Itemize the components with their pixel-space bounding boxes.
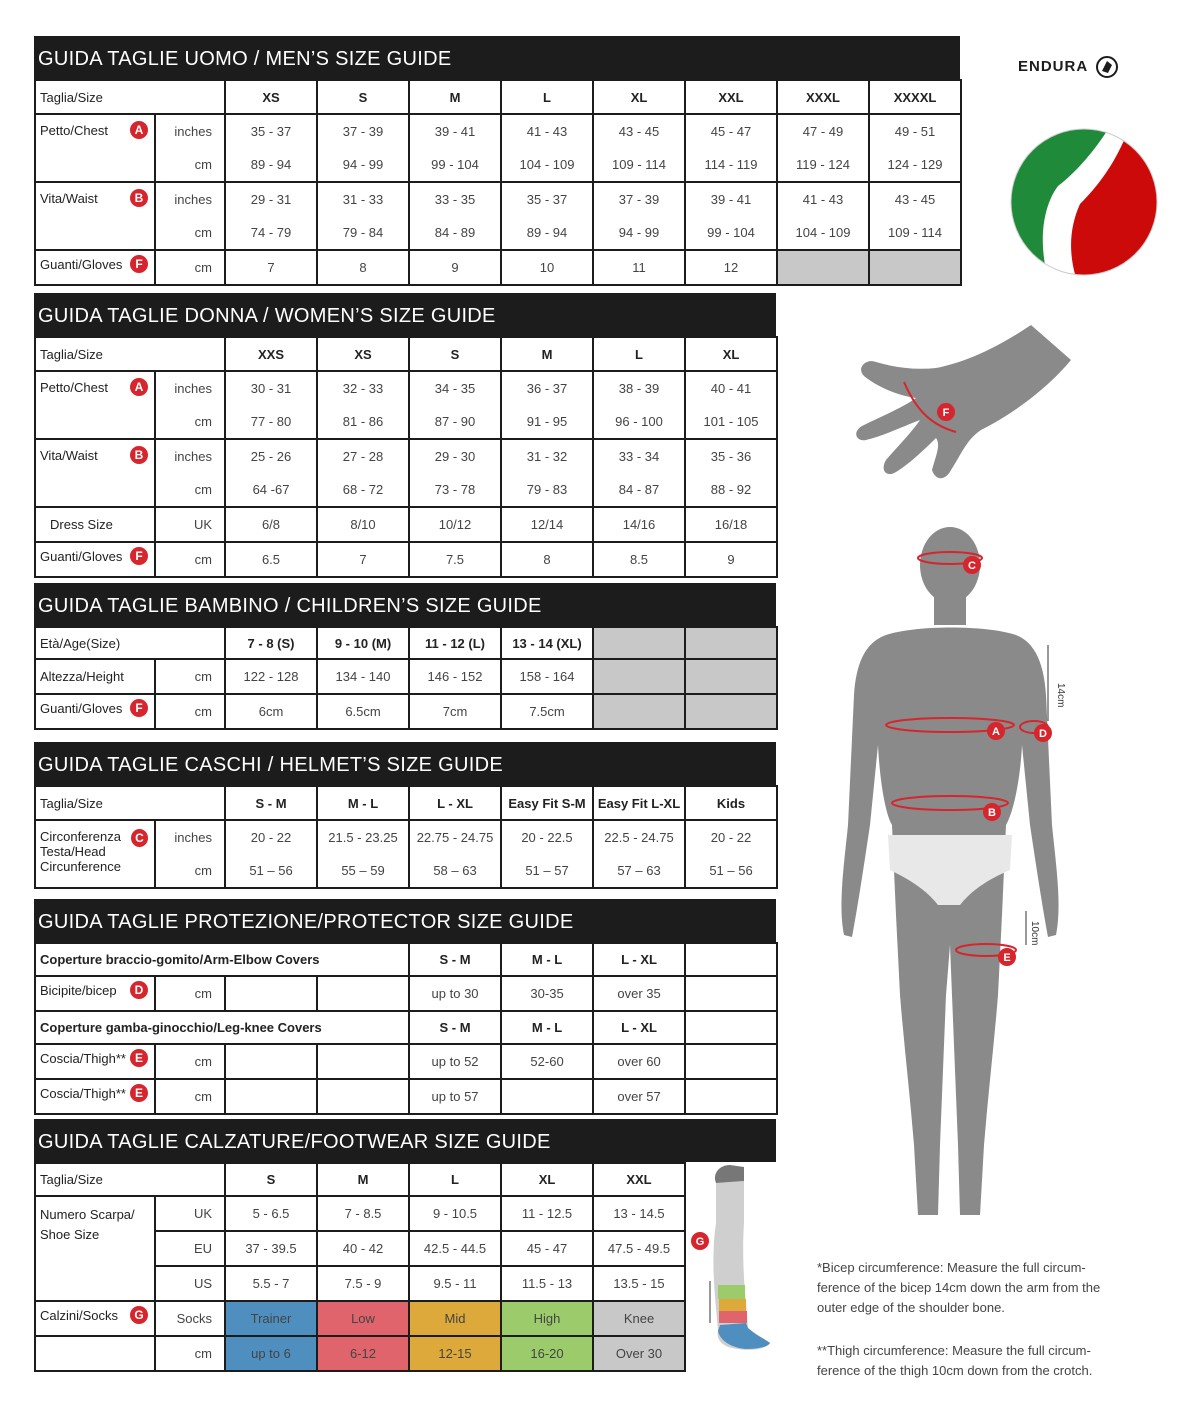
table-cell: 40 - 42 (317, 1231, 409, 1266)
thigh1-label-cell (35, 1044, 155, 1079)
thigh1-label: Coscia/Thigh** (40, 1050, 126, 1066)
table-cell: 25 - 26 64 -67 (225, 439, 317, 507)
helmet-size-easyfit-sm: Easy Fit S-M (501, 786, 593, 820)
women-size-xs: XS (317, 337, 409, 371)
empty-cell (869, 250, 961, 285)
table-cell: 134 - 140 (317, 659, 409, 694)
sock-type-low: Low (317, 1301, 409, 1336)
table-cell: 8 (501, 542, 593, 577)
men-size-label: Taglia/Size (35, 80, 225, 114)
empty-cell (225, 1079, 317, 1114)
empty-cell (225, 1044, 317, 1079)
women-size-l: L (593, 337, 685, 371)
table-cell: 21.5 - 23.25 55 – 59 (317, 820, 409, 888)
table-cell: 7 (225, 250, 317, 285)
table-cell: over 60 (593, 1044, 685, 1079)
table-cell: 16/18 (685, 507, 777, 542)
sock-cm-trainer: up to 6 (225, 1336, 317, 1371)
table-cell: up to 52 (409, 1044, 501, 1079)
empty-cell (685, 627, 777, 659)
table-cell: 33 - 35 84 - 89 (409, 182, 501, 250)
empty-cell (593, 659, 685, 694)
sock-type-knee: Knee (593, 1301, 685, 1336)
table-cell: 7.5 (409, 542, 501, 577)
uk-unit: UK (155, 1196, 225, 1231)
table-cell: over 35 (593, 976, 685, 1011)
thigh-measure-label: 10cm (1029, 921, 1040, 946)
socks-label: Calzini/Socks (40, 1307, 119, 1323)
footwear-title: GUIDA TAGLIE CALZATURE/FOOTWEAR SIZE GUIDE (34, 1119, 776, 1162)
empty-cell (317, 976, 409, 1011)
eu-unit: EU (155, 1231, 225, 1266)
sock-badge-g: G (695, 1236, 705, 1248)
table-cell: 38 - 39 96 - 100 (593, 371, 685, 439)
protector-size-lxl: L - XL (593, 943, 685, 976)
table-cell: 37 - 39.5 (225, 1231, 317, 1266)
empty-cell (593, 694, 685, 729)
children-age-l: 11 - 12 (L) (409, 627, 501, 659)
table-cell: 27 - 28 68 - 72 (317, 439, 409, 507)
women-chest-units: inches cm (155, 371, 225, 439)
thigh2-unit: cm (155, 1079, 225, 1114)
women-gloves-label: Guanti/Gloves (40, 548, 123, 564)
table-cell: 22.75 - 24.75 58 – 63 (409, 820, 501, 888)
table-cell: 39 - 41 99 - 104 (685, 182, 777, 250)
footwear-size-m: M (317, 1163, 409, 1196)
bicep-note: *Bicep circumference: Measure the full circum- ference of the bicep 14cm down the arm from the outer edge of the shoulder bone. (817, 1260, 1101, 1315)
sock-type-trainer: Trainer (225, 1301, 317, 1336)
empty-cell (777, 250, 869, 285)
sock-cm-knee: Over 30 (593, 1336, 685, 1371)
women-chest-label-cell (35, 371, 155, 439)
children-height-unit: cm (155, 659, 225, 694)
helmet-size-guide (34, 742, 778, 889)
table-cell: 14/16 (593, 507, 685, 542)
table-cell: 43 - 45 109 - 114 (869, 182, 961, 250)
sock-leg-illustration-icon (686, 1163, 778, 1361)
table-cell: 32 - 33 81 - 86 (317, 371, 409, 439)
badge-g: G (130, 1306, 148, 1324)
helmet-circ-label: Circonferenza Testa/Head Circunference (40, 829, 121, 874)
table-cell: 37 - 39 94 - 99 (593, 182, 685, 250)
protector-size-ml: M - L (501, 943, 593, 976)
helmet-size-label: Taglia/Size (35, 786, 225, 820)
table-cell: 6/8 (225, 507, 317, 542)
children-age-xl: 13 - 14 (XL) (501, 627, 593, 659)
helmet-title: GUIDA TAGLIE CASCHI / HELMET’S SIZE GUIDE (34, 742, 776, 785)
table-cell: 12 (685, 250, 777, 285)
table-cell: 30-35 (501, 976, 593, 1011)
body-figure-illustration-icon (826, 525, 1086, 1230)
table-cell: 45 - 47 114 - 119 (685, 114, 777, 182)
table-cell: 7 - 8.5 (317, 1196, 409, 1231)
thigh-note: **Thigh circumference: Measure the full circum- ference of the thigh 10cm down from the crotch. (817, 1343, 1093, 1378)
empty-cell (685, 1011, 777, 1044)
table-cell: 36 - 37 91 - 95 (501, 371, 593, 439)
children-gloves-label: Guanti/Gloves (40, 700, 123, 716)
table-cell (501, 1079, 593, 1114)
women-size-s: S (409, 337, 501, 371)
body-badge-d: D (1039, 728, 1047, 740)
men-size-xl: XL (593, 80, 685, 114)
body-badge-e: E (1003, 952, 1011, 964)
women-size-guide (34, 293, 778, 578)
badge-f: F (130, 255, 148, 273)
men-chest-units: inches cm (155, 114, 225, 182)
table-cell: 37 - 39 94 - 99 (317, 114, 409, 182)
protector-leg-label: Coperture gamba-ginocchio/Leg-knee Covers (35, 1011, 409, 1044)
badge-b: B (130, 446, 148, 464)
table-cell: 45 - 47 (501, 1231, 593, 1266)
table-cell: 52-60 (501, 1044, 593, 1079)
table-cell: 41 - 43 104 - 109 (777, 182, 869, 250)
men-size-l: L (501, 80, 593, 114)
children-height-label: Altezza/Height (35, 659, 155, 694)
badge-d: D (130, 981, 148, 999)
table-cell: 49 - 51 124 - 129 (869, 114, 961, 182)
hand-illustration-icon (836, 320, 1086, 490)
table-cell: 13 - 14.5 (593, 1196, 685, 1231)
empty-cell (317, 1079, 409, 1114)
table-cell: 10/12 (409, 507, 501, 542)
table-cell: 11.5 - 13 (501, 1266, 593, 1301)
table-cell: 41 - 43 104 - 109 (501, 114, 593, 182)
women-waist-label-cell (35, 439, 155, 507)
men-size-xxl: XXL (685, 80, 777, 114)
table-cell: 47 - 49 119 - 124 (777, 114, 869, 182)
women-size-label: Taglia/Size (35, 337, 225, 371)
table-cell: 9 - 10.5 (409, 1196, 501, 1231)
body-badge-a: A (992, 726, 1000, 738)
table-cell: 122 - 128 (225, 659, 317, 694)
table-cell: 6.5 (225, 542, 317, 577)
table-cell: 158 - 164 (501, 659, 593, 694)
table-cell: 7cm (409, 694, 501, 729)
sock-type-mid: Mid (409, 1301, 501, 1336)
table-cell: 20 - 22 51 – 56 (225, 820, 317, 888)
table-cell: 7 (317, 542, 409, 577)
table-cell: up to 57 (409, 1079, 501, 1114)
empty-cell (593, 627, 685, 659)
empty-cell (317, 1044, 409, 1079)
women-gloves-label-cell (35, 542, 155, 577)
table-cell: 35 - 37 89 - 94 (225, 114, 317, 182)
table-cell: 8.5 (593, 542, 685, 577)
us-unit: US (155, 1266, 225, 1301)
empty-cell (685, 694, 777, 729)
socks-cm-unit: cm (155, 1336, 225, 1371)
protector-arm-label: Coperture braccio-gomito/Arm-Elbow Covers (35, 943, 409, 976)
table-cell: 35 - 36 88 - 92 (685, 439, 777, 507)
sock-cm-mid: 12-15 (409, 1336, 501, 1371)
table-cell: 9 (409, 250, 501, 285)
children-size-guide (34, 583, 778, 730)
bicep-unit: cm (155, 976, 225, 1011)
empty-cell (685, 1044, 777, 1079)
men-size-xxxxl: XXXXL (869, 80, 961, 114)
helmet-size-ml: M - L (317, 786, 409, 820)
badge-e: E (130, 1049, 148, 1067)
table-cell: 11 - 12.5 (501, 1196, 593, 1231)
table-cell: 146 - 152 (409, 659, 501, 694)
bicep-label: Bicipite/bicep (40, 982, 117, 998)
endura-logo (1018, 55, 1119, 79)
men-gloves-unit: cm (155, 250, 225, 285)
men-gloves-label: Guanti/Gloves (40, 256, 123, 272)
women-dress-label: Dress Size (35, 507, 155, 542)
footwear-size-xl: XL (501, 1163, 593, 1196)
hand-badge-f: F (942, 407, 950, 419)
table-cell: 39 - 41 99 - 104 (409, 114, 501, 182)
badge-f: F (130, 547, 148, 565)
table-cell: 8/10 (317, 507, 409, 542)
socks-unit: Socks (155, 1301, 225, 1336)
table-cell: 9 (685, 542, 777, 577)
table-cell: 20 - 22 51 – 56 (685, 820, 777, 888)
shoe-size-label: Numero Scarpa/ Shoe Size (35, 1196, 155, 1301)
helmet-circ-label-cell (35, 820, 155, 888)
table-cell: 20 - 22.5 51 – 57 (501, 820, 593, 888)
table-cell: 40 - 41 101 - 105 (685, 371, 777, 439)
men-size-xs: XS (225, 80, 317, 114)
children-age-m: 9 - 10 (M) (317, 627, 409, 659)
thigh1-unit: cm (155, 1044, 225, 1079)
body-badge-c: C (968, 560, 976, 572)
table-cell: 8 (317, 250, 409, 285)
protector-size-sm: S - M (409, 943, 501, 976)
empty-cell (225, 976, 317, 1011)
table-cell: 35 - 37 89 - 94 (501, 182, 593, 250)
children-gloves-label-cell (35, 694, 155, 729)
body-badge-b: B (988, 807, 996, 819)
men-chest-label-cell (35, 114, 155, 182)
men-size-m: M (409, 80, 501, 114)
table-cell: 30 - 31 77 - 80 (225, 371, 317, 439)
empty-cell (685, 1079, 777, 1114)
men-size-guide (34, 36, 962, 286)
footwear-size-xxl: XXL (593, 1163, 685, 1196)
table-cell: over 57 (593, 1079, 685, 1114)
women-size-xxs: XXS (225, 337, 317, 371)
thigh2-label: Coscia/Thigh** (40, 1085, 126, 1101)
table-cell: 5 - 6.5 (225, 1196, 317, 1231)
table-cell: 31 - 33 79 - 84 (317, 182, 409, 250)
helmet-circ-units: inches cm (155, 820, 225, 888)
women-title: GUIDA TAGLIE DONNA / WOMEN’S SIZE GUIDE (34, 293, 776, 336)
socks-label-cell (35, 1301, 155, 1336)
footwear-size-l: L (409, 1163, 501, 1196)
table-cell: 9.5 - 11 (409, 1266, 501, 1301)
women-gloves-unit: cm (155, 542, 225, 577)
badge-a: A (130, 378, 148, 396)
table-cell: 29 - 31 74 - 79 (225, 182, 317, 250)
arm-measure-label: 14cm (1055, 683, 1066, 708)
protector-size-ml: M - L (501, 1011, 593, 1044)
table-cell: 7.5cm (501, 694, 593, 729)
protector-title: GUIDA TAGLIE PROTEZIONE/PROTECTOR SIZE GUIDE (34, 899, 776, 942)
men-waist-units: inches cm (155, 182, 225, 250)
helmet-size-easyfit-lxl: Easy Fit L-XL (593, 786, 685, 820)
children-age-s: 7 - 8 (S) (225, 627, 317, 659)
women-size-xl: XL (685, 337, 777, 371)
italian-flag-circle-icon (1008, 126, 1160, 278)
table-cell: 12/14 (501, 507, 593, 542)
helmet-size-sm: S - M (225, 786, 317, 820)
table-cell: 13.5 - 15 (593, 1266, 685, 1301)
table-cell: 47.5 - 49.5 (593, 1231, 685, 1266)
table-cell: 42.5 - 44.5 (409, 1231, 501, 1266)
badge-b: B (130, 189, 148, 207)
empty-cell (35, 1336, 155, 1371)
sock-cm-low: 6-12 (317, 1336, 409, 1371)
empty-cell (685, 943, 777, 976)
logo-text: ENDURA (1018, 57, 1088, 75)
sock-type-high: High (501, 1301, 593, 1336)
badge-e: E (130, 1084, 148, 1102)
children-title: GUIDA TAGLIE BAMBINO / CHILDREN’S SIZE GUIDE (34, 583, 776, 626)
footwear-size-label: Taglia/Size (35, 1163, 225, 1196)
children-gloves-unit: cm (155, 694, 225, 729)
badge-c: C (131, 829, 148, 847)
bicep-label-cell (35, 976, 155, 1011)
thigh2-label-cell (35, 1079, 155, 1114)
footwear-size-s: S (225, 1163, 317, 1196)
men-title: GUIDA TAGLIE UOMO / MEN’S SIZE GUIDE (34, 36, 960, 79)
badge-f: F (130, 699, 148, 717)
men-waist-label: Vita/Waist (40, 190, 98, 206)
men-size-xxxl: XXXL (777, 80, 869, 114)
children-age-label: Età/Age(Size) (35, 627, 225, 659)
women-waist-label: Vita/Waist (40, 447, 98, 463)
table-cell: 43 - 45 109 - 114 (593, 114, 685, 182)
table-cell: 7.5 - 9 (317, 1266, 409, 1301)
women-waist-units: inches cm (155, 439, 225, 507)
protector-size-sm: S - M (409, 1011, 501, 1044)
protector-size-guide (34, 899, 778, 1115)
protector-size-lxl: L - XL (593, 1011, 685, 1044)
table-cell: 22.5 - 24.75 57 – 63 (593, 820, 685, 888)
table-cell: 34 - 35 87 - 90 (409, 371, 501, 439)
men-gloves-label-cell (35, 250, 155, 285)
women-size-m: M (501, 337, 593, 371)
sock-cm-high: 16-20 (501, 1336, 593, 1371)
men-waist-label-cell (35, 182, 155, 250)
women-chest-label: Petto/Chest (40, 379, 108, 395)
table-cell: 6cm (225, 694, 317, 729)
table-cell: 11 (593, 250, 685, 285)
table-cell: 10 (501, 250, 593, 285)
table-cell: 33 - 34 84 - 87 (593, 439, 685, 507)
helmet-size-lxl: L - XL (409, 786, 501, 820)
footwear-size-guide (34, 1119, 777, 1372)
empty-cell (685, 659, 777, 694)
table-cell: 29 - 30 73 - 78 (409, 439, 501, 507)
helmet-size-kids: Kids (685, 786, 777, 820)
sock-illustration-cell (685, 1163, 777, 1371)
badge-a: A (130, 121, 148, 139)
men-chest-label: Petto/Chest (40, 122, 108, 138)
endura-emblem-icon (1095, 55, 1119, 79)
table-cell: 6.5cm (317, 694, 409, 729)
table-cell: 5.5 - 7 (225, 1266, 317, 1301)
women-dress-unit: UK (155, 507, 225, 542)
men-size-s: S (317, 80, 409, 114)
table-cell: up to 30 (409, 976, 501, 1011)
table-cell: 31 - 32 79 - 83 (501, 439, 593, 507)
empty-cell (685, 976, 777, 1011)
